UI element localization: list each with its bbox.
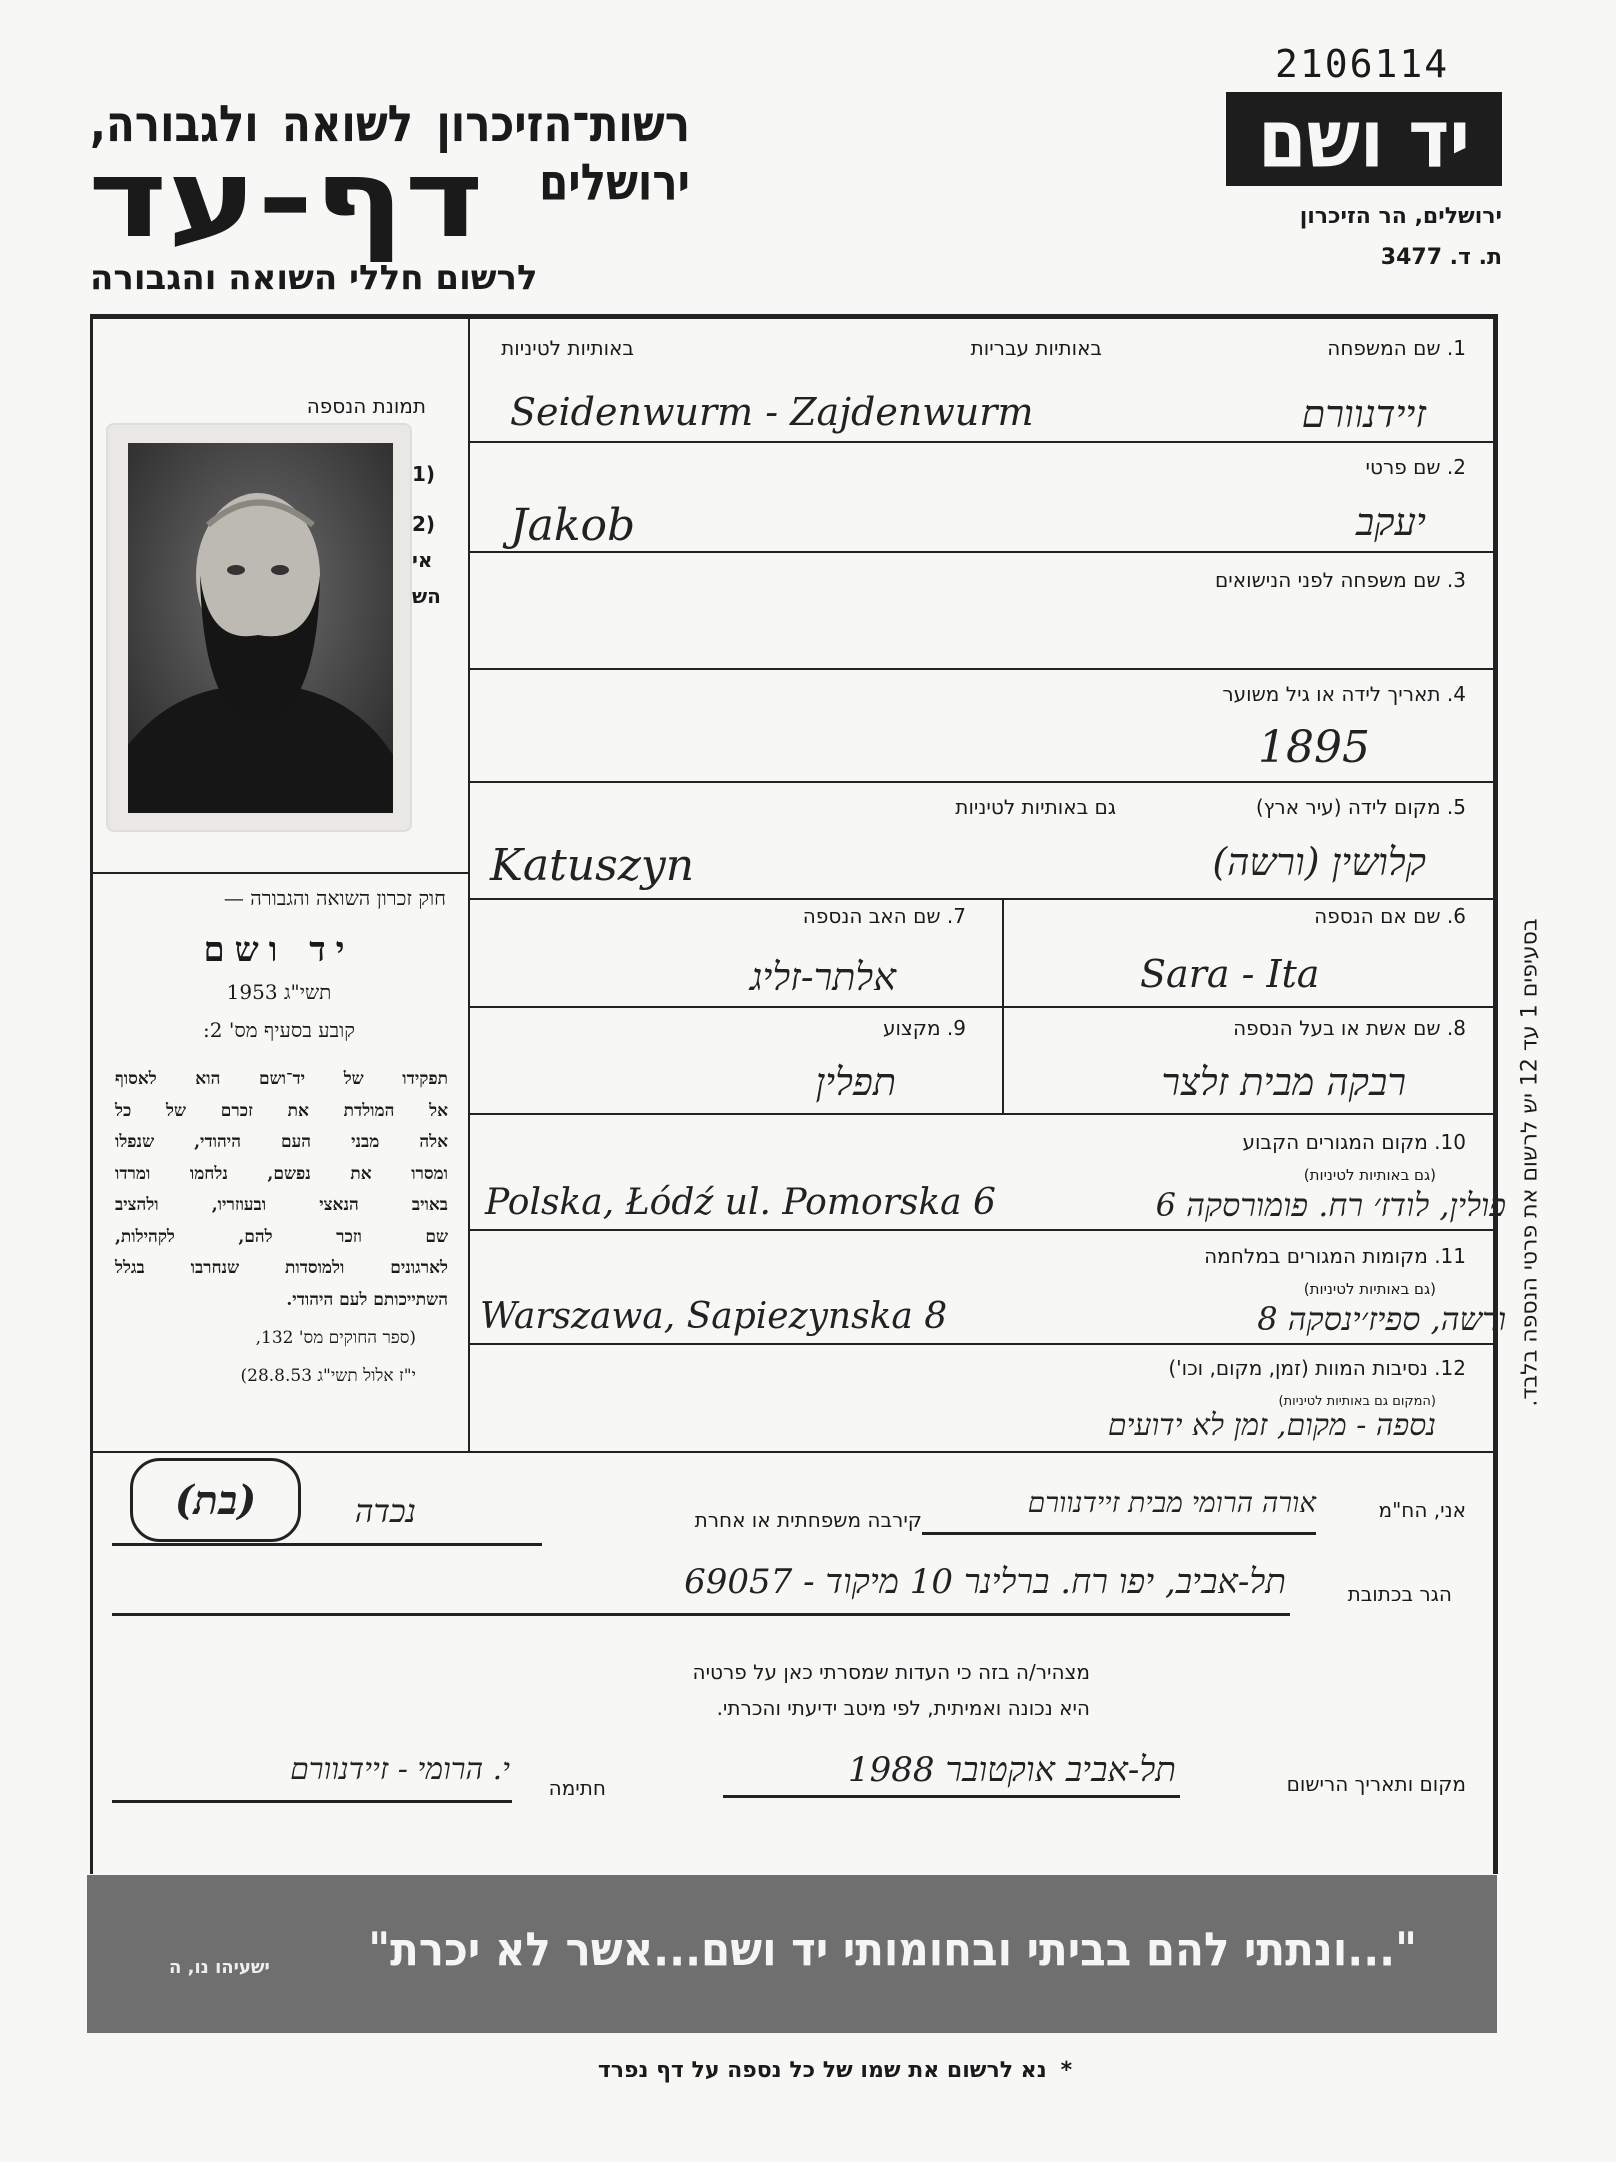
form-top-border: [90, 314, 1497, 319]
parents-divider: [1002, 898, 1004, 1113]
row-rule: [470, 1229, 1495, 1231]
field-12-value[interactable]: נספה - מקום, זמן לא ידועים: [1107, 1408, 1436, 1443]
field-7-label: 7. שם האב הנספה: [802, 904, 966, 928]
latin-letters-header: באותיות לטיניות: [501, 336, 634, 360]
relation-boxed-value[interactable]: (בת): [174, 1476, 257, 1524]
row-rule: [470, 781, 1495, 783]
law-name: יד ושם: [203, 930, 355, 970]
field-9-value[interactable]: תפלין: [815, 1060, 896, 1104]
law-source-2: י"ז אלול תשי"ג 28.8.53): [240, 1366, 416, 1386]
field-1-label: 1. שם המשפחה: [1327, 336, 1466, 360]
address-label: הגר בכתובת: [1347, 1582, 1452, 1606]
field-5-hebrew-value[interactable]: קלושין (ורשה): [1212, 840, 1426, 884]
law-text-line: תפקידו של יד־ושם הוא לאסוף: [115, 1069, 448, 1089]
relation-box: [130, 1458, 301, 1542]
footer-note: [540, 2058, 1130, 2083]
field-10-latin-value[interactable]: Polska, Łódź ul. Pomorska 6: [485, 1182, 996, 1223]
field-11-latin-value[interactable]: Warszawa, Sapiezynska 8: [480, 1296, 948, 1337]
field-10-hebrew-value[interactable]: פולין, לודז׳ רח. פומורסקה 6: [1155, 1186, 1506, 1224]
address-line: ירושלים, הר הזיכרון: [1299, 204, 1502, 229]
field-2-latin-value[interactable]: Jakob: [510, 500, 636, 551]
declarant-name-line: [922, 1532, 1316, 1535]
statement-line-1: מצהיר/ה בזה כי העדות שמסרתי כאן על פרטיה: [692, 1660, 1090, 1684]
photo-column-divider: [468, 314, 470, 1451]
authority-line: רשות־הזיכרון לשואה ולגבורה, ירושלים: [90, 94, 690, 212]
photo-note-1: (1: [412, 462, 436, 486]
field-5-latin-value[interactable]: Katuszyn: [490, 840, 695, 891]
banner-source: ישעיהו נו, ה: [169, 1957, 270, 1978]
law-text-line: אלה מבני העם היהודי, שנפלו: [115, 1132, 448, 1152]
statement-line-2: היא נכונה ואמיתית, לפי מיטב ידיעתי והכרתי.: [716, 1696, 1090, 1720]
law-text: [115, 1064, 448, 1316]
field-10-sub: (גם באותיות לטיניות): [1303, 1166, 1436, 1184]
form-right-border: [1493, 314, 1498, 1874]
field-2-hebrew-value[interactable]: יעקב: [1355, 500, 1426, 544]
field-4-value[interactable]: 1895: [1258, 722, 1370, 773]
latin-letters-header: גם באותיות לטיניות: [955, 795, 1116, 819]
form-section-bottom: [90, 1451, 1495, 1453]
side-note: בסעיפים 1 עד 12 יש לרשום את פרטי הנספה בלבד.: [1517, 918, 1543, 1407]
photo-note-3: אי: [412, 548, 433, 572]
photo-column-rule: [90, 872, 468, 874]
form-left-border: [90, 314, 93, 1874]
footer-note-text: נא לרשום את שמו של כל נספה על דף נפרד: [597, 2058, 1047, 2083]
place-date-label: מקום ותאריך הרישום: [1286, 1772, 1466, 1796]
field-7-value[interactable]: אלתר-זליג: [749, 955, 896, 999]
declarant-name-value[interactable]: אורה הרומי מבית זיידנוורם: [1027, 1486, 1316, 1519]
field-6-value[interactable]: Sara - Ita: [1140, 952, 1320, 996]
serial-number: 2106114: [1275, 42, 1450, 86]
field-4-label: 4. תאריך לידה או גיל משוער: [1222, 682, 1466, 706]
field-5-label: 5. מקום לידה (עיר ארץ): [1255, 795, 1466, 819]
relation-line: [112, 1543, 542, 1546]
field-3-label: 3. שם משפחה לפני הנישואים: [1215, 568, 1466, 592]
photo-note-2: (2: [412, 512, 436, 536]
relation-value[interactable]: נכדה: [354, 1492, 416, 1530]
portrait-image: [108, 425, 410, 830]
photo-caption: תמונת הנספה: [306, 394, 426, 418]
declarant-label: אני, הח"מ: [1378, 1498, 1466, 1522]
field-11-hebrew-value[interactable]: ורשה, ספיז׳ינסקה 8: [1257, 1300, 1506, 1338]
quote-banner: [87, 1875, 1497, 2033]
row-rule: [470, 898, 1495, 900]
law-text-line: לארגונים ולמוסדות שנחרבו בגלל: [115, 1258, 448, 1278]
address-line: [112, 1613, 1290, 1616]
row-rule: [470, 1113, 1495, 1115]
law-source-1: (ספר החוקים מס' 132,: [255, 1328, 416, 1348]
field-11-sub: (גם באותיות לטיניות): [1303, 1280, 1436, 1298]
field-6-label: 6. שם אם הנספה: [1314, 904, 1466, 928]
row-rule: [470, 668, 1495, 670]
field-9-label: 9. מקצוע: [882, 1016, 966, 1040]
field-2-label: 2. שם פרטי: [1365, 455, 1466, 479]
field-8-value[interactable]: רבקה מבית זלצר: [1161, 1060, 1406, 1104]
field-10-label: 10. מקום המגורים הקבוע: [1242, 1130, 1466, 1154]
field-12-label: 12. נסיבות המוות (זמן, מקום, וכו'): [1168, 1356, 1466, 1380]
po-box: ת. ד. 3477: [1380, 245, 1502, 270]
law-text-line: השתייכותם לעם היהודי.: [286, 1289, 448, 1310]
logo-text: יד ושם: [1258, 91, 1470, 187]
row-rule: [470, 551, 1495, 553]
relation-label: קירבה משפחתית או אחרת: [694, 1508, 922, 1532]
signature-value[interactable]: י. הרומי - זיידנוורם: [290, 1752, 510, 1787]
field-1-hebrew-value[interactable]: זיידנוורם: [1301, 392, 1426, 436]
hebrew-letters-header: באותיות עבריות: [970, 336, 1102, 360]
law-title: חוק זכרון השואה והגבורה —: [223, 886, 446, 910]
place-date-line: [723, 1795, 1180, 1798]
law-text-line: שם וזכר להם, לקהילות,: [115, 1226, 448, 1247]
field-12-sub: (המקום גם באותיות לטיניות): [1278, 1394, 1436, 1409]
law-year: תשי"ג 1953: [226, 980, 332, 1004]
form-title: דף-עד: [88, 137, 484, 262]
field-11-label: 11. מקומות המגורים במלחמה: [1204, 1244, 1466, 1268]
photo-note-4: הש: [412, 584, 441, 608]
law-section: קובע בסעיף מס' 2:: [202, 1018, 355, 1042]
law-text-line: באויב הנאצי ובעוזריו, ולהציב: [115, 1195, 448, 1215]
form-subtitle: לרשום חללי השואה והגבורה: [90, 258, 538, 298]
yad-vashem-logo: [1226, 92, 1502, 186]
banner-quote: "...ונתתי להם בביתי ובחומותי יד ושם...אשר לא יכרת": [368, 1922, 1417, 1977]
law-text-line: אל המולדת את זכרם של כל: [115, 1100, 448, 1121]
signature-label: חתימה: [548, 1776, 606, 1800]
field-8-label: 8. שם אשת או בעל הנספה: [1233, 1016, 1466, 1040]
field-1-latin-value[interactable]: Seidenwurm - Zajdenwurm: [510, 390, 1034, 434]
row-rule: [470, 1343, 1495, 1345]
asterisk-icon: *: [1060, 2058, 1073, 2083]
place-date-value[interactable]: תל-אביב אוקטובר 1988: [848, 1750, 1176, 1790]
law-text-line: ומסרו את נפשם, נלחמו ומרדו: [115, 1163, 448, 1184]
row-rule: [470, 441, 1495, 443]
row-rule: [470, 1006, 1495, 1008]
signature-line: [112, 1800, 512, 1803]
victim-photo: [108, 425, 410, 830]
address-value[interactable]: תל-אביב, יפו רח. ברלינר 10 מיקוד - 69057: [684, 1562, 1286, 1602]
